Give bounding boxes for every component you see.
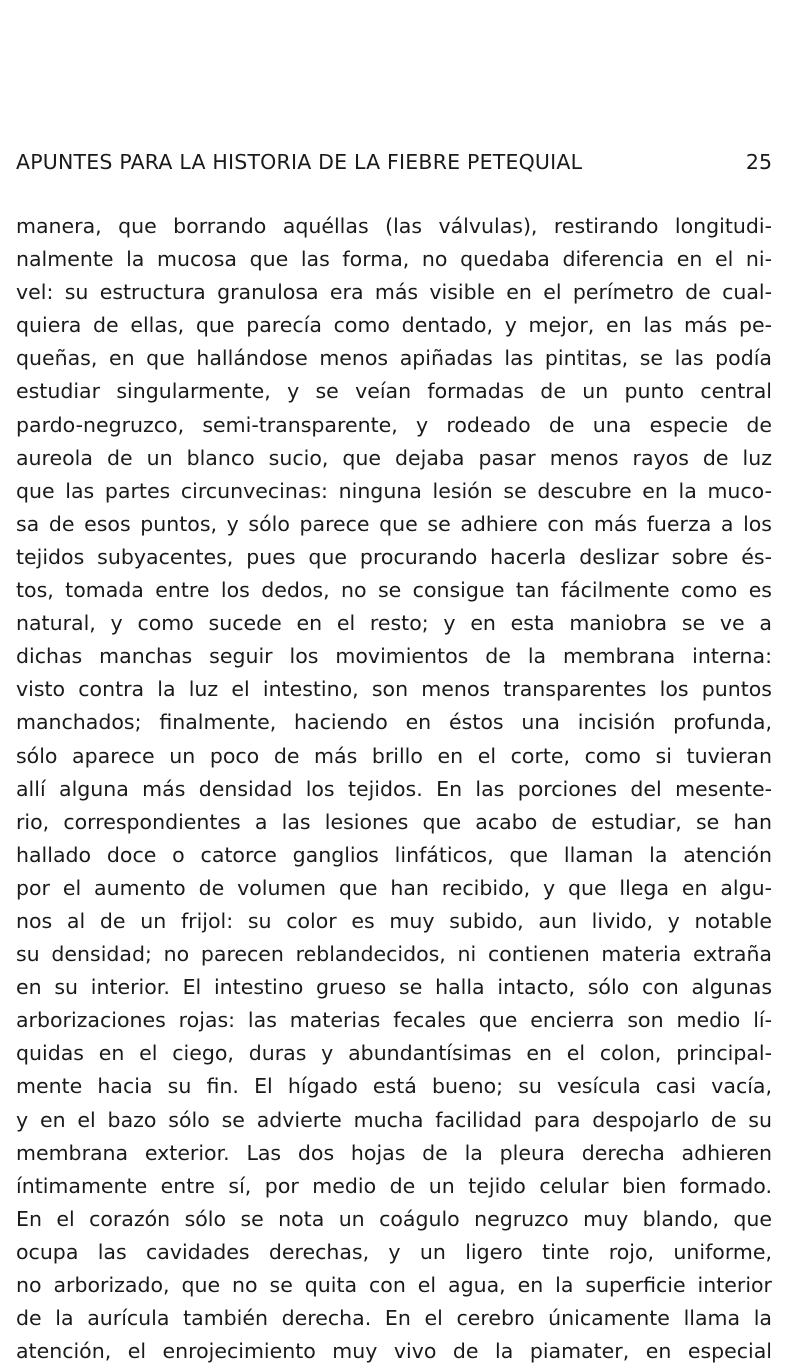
text-line: vel: su estructura granulosa era más visible en el perímetro de cual-	[16, 280, 772, 305]
text-line: manchados; finalmente, haciendo en éstos una incisión profunda,	[16, 710, 772, 735]
text-line: atención, el enrojecimiento muy vivo de la piamater, en especial	[16, 1339, 772, 1364]
text-line: sólo aparece un poco de más brillo en el corte, como si tuvieran	[16, 743, 772, 768]
text-line: aureola de un blanco sucio, que dejaba pasar menos rayos de luz	[16, 445, 772, 470]
text-line: rio, correspondientes a las lesiones que acabo de estudiar, se han	[16, 809, 772, 834]
text-line: natural, y como sucede en el resto; y en esta maniobra se ve a	[16, 611, 772, 636]
text-line: allí alguna más densidad los tejidos. En las porciones del mesente-	[16, 776, 772, 801]
text-line: mente hacia su fin. El hígado está bueno; su vesícula casi vacía,	[16, 1074, 772, 1099]
running-head	[16, 150, 772, 180]
page-number: 25	[745, 150, 772, 174]
text-line: en su interior. El intestino grueso se halla intacto, sólo con algunas	[16, 975, 772, 1000]
text-line: visto contra la luz el intestino, son menos transparentes los puntos	[16, 677, 772, 702]
text-line: En el corazón sólo se nota un coágulo negruzco muy blando, que	[16, 1206, 772, 1231]
text-line: nalmente la mucosa que las forma, no quedaba diferencia en el ni-	[16, 247, 772, 272]
text-line: queñas, en que hallándose menos apiñadas las pintitas, se las podía	[16, 346, 772, 371]
running-title: APUNTES PARA LA HISTORIA DE LA FIEBRE PETEQUIAL	[16, 150, 583, 174]
text-line: tos, tomada entre los dedos, no se consigue tan fácilmente como es	[16, 578, 772, 603]
text-line: no arborizado, que no se quita con el agua, en la superficie interior	[16, 1273, 772, 1297]
text-line: quidas en el ciego, duras y abundantísimas en el colon, principal-	[16, 1041, 772, 1066]
text-line: tejidos subyacentes, pues que procurando hacerla deslizar sobre és-	[16, 544, 772, 569]
text-line: por el aumento de volumen que han recibido, y que llega en algu-	[16, 875, 772, 900]
text-line: estudiar singularmente, y se veían formadas de un punto central	[16, 379, 772, 404]
text-line: nos al de un frijol: su color es muy subido, aun livido, y notable	[16, 908, 772, 933]
text-line: sa de esos puntos, y sólo parece que se adhiere con más fuerza a los	[16, 511, 772, 536]
text-line: ocupa las cavidades derechas, y un ligero tinte rojo, uniforme,	[16, 1239, 772, 1264]
text-line: dichas manchas seguir los movimientos de la membrana interna:	[16, 644, 772, 669]
text-line: quiera de ellas, que parecía como dentado, y mejor, en las más pe-	[16, 313, 772, 338]
text-line: pardo-negruzco, semi-transparente, y rodeado de una especie de	[16, 412, 772, 437]
text-line: hallado doce o catorce ganglios linfáticos, que llaman la atención	[16, 842, 772, 867]
text-line: su densidad; no parecen reblandecidos, ni contienen materia extraña	[16, 942, 772, 967]
text-line: y en el bazo sólo se advierte mucha facilidad para despojarlo de su	[16, 1107, 772, 1132]
text-line: membrana exterior. Las dos hojas de la pleura derecha adhieren	[16, 1140, 772, 1165]
text-line: íntimamente entre sí, por medio de un tejido celular bien formado.	[16, 1173, 772, 1198]
body-text	[16, 210, 772, 1368]
text-line: de la aurícula también derecha. En el cerebro únicamente llama la	[16, 1306, 772, 1331]
text-line: que las partes circunvecinas: ninguna lesión se descubre en la muco-	[16, 478, 772, 503]
text-line: arborizaciones rojas: las materias fecales que encierra son medio lí-	[16, 1008, 772, 1033]
text-line: manera, que borrando aquéllas (las válvulas), restirando longitudi-	[16, 214, 772, 238]
